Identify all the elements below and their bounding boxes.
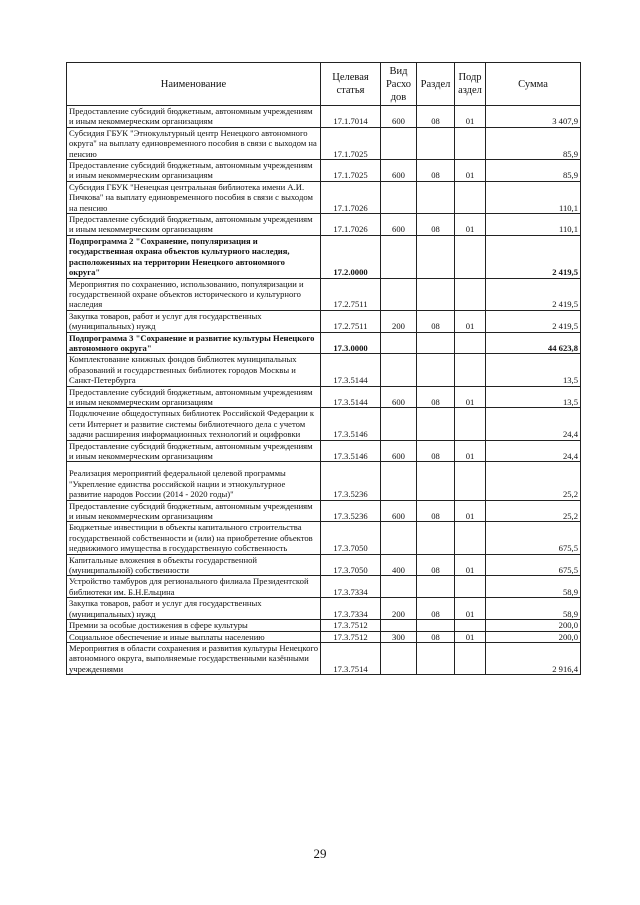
cell-subsection [455,642,486,674]
cell-sum: 2 916,4 [486,642,581,674]
cell-section [417,278,455,310]
cell-section [417,181,455,213]
header-section: Раздел [417,63,455,106]
table-row [67,598,581,620]
cell-section: 08 [417,214,455,236]
cell-name: Бюджетные инвестиции в объекты капитального строительства государственной собственности и (или) на приобретение объектов недвижимого имущества в государственную собственность [67,522,321,554]
cell-type [381,522,417,554]
cell-subsection [455,620,486,631]
cell-subsection: 01 [455,500,486,522]
cell-type [381,576,417,598]
cell-name: Мероприятия по сохранению, использованию, популяризации и государственной охране объектов исторического и культурного наследия [67,278,321,310]
cell-subsection: 01 [455,106,486,128]
table-row [67,278,581,310]
header-name: Наименование [67,63,321,106]
cell-sum: 2 419,5 [486,278,581,310]
cell-sum: 2 419,5 [486,310,581,332]
cell-type: 600 [381,160,417,182]
table-row [67,554,581,576]
table-row [67,522,581,554]
cell-code: 17.1.7026 [321,214,381,236]
cell-type: 600 [381,106,417,128]
table-row [67,386,581,408]
cell-sum: 25,2 [486,462,581,500]
cell-subsection: 01 [455,160,486,182]
header-subsection: Подр аздел [455,63,486,106]
table-row [67,462,581,500]
cell-section: 08 [417,160,455,182]
cell-subsection: 01 [455,310,486,332]
cell-subsection [455,462,486,500]
cell-section: 08 [417,440,455,462]
header-type: Вид Расхо дов [381,63,417,106]
cell-subsection [455,576,486,598]
table-row [67,440,581,462]
cell-code: 17.2.7511 [321,278,381,310]
cell-code: 17.3.5236 [321,500,381,522]
cell-name: Комплектование книжных фондов библиотек муниципальных образований и государственных библиотек городов Москвы и Санкт-Петербурга [67,354,321,386]
cell-section: 08 [417,500,455,522]
cell-type [381,127,417,159]
cell-section [417,642,455,674]
cell-sum: 85,9 [486,127,581,159]
cell-name: Предоставление субсидий бюджетным, автономным учреждениям и иным некоммерческим организациям [67,214,321,236]
table-row [67,620,581,631]
cell-type [381,181,417,213]
cell-sum: 200,0 [486,631,581,642]
cell-sum: 24,4 [486,408,581,440]
cell-type [381,235,417,278]
cell-code: 17.1.7014 [321,106,381,128]
header-sum: Сумма [486,63,581,106]
cell-section [417,332,455,354]
cell-name: Предоставление субсидий бюджетным, автономным учреждениям и иным некоммерческим организациям [67,440,321,462]
cell-name: Субсидия ГБУК "Ненецкая центральная библиотека имени А.И. Пичкова" на выплату единовременного пособия в связи с выходом на пенсию [67,181,321,213]
cell-subsection [455,354,486,386]
cell-type: 600 [381,386,417,408]
table-body [67,106,581,675]
cell-section: 08 [417,310,455,332]
cell-subsection [455,181,486,213]
cell-sum: 25,2 [486,500,581,522]
cell-sum: 2 419,5 [486,235,581,278]
cell-type: 600 [381,440,417,462]
cell-name: Предоставление субсидий бюджетным, автономным учреждениям и иным некоммерческим организациям [67,500,321,522]
cell-subsection: 01 [455,386,486,408]
cell-sum: 13,5 [486,354,581,386]
cell-subsection: 01 [455,554,486,576]
cell-type [381,408,417,440]
cell-code: 17.3.5144 [321,354,381,386]
cell-code: 17.3.5146 [321,440,381,462]
cell-code: 17.1.7026 [321,181,381,213]
cell-code: 17.2.0000 [321,235,381,278]
cell-sum: 110,1 [486,181,581,213]
cell-section [417,354,455,386]
cell-type: 600 [381,214,417,236]
table-row [67,106,581,128]
table-row [67,214,581,236]
cell-type [381,332,417,354]
cell-subsection [455,522,486,554]
table-row [67,310,581,332]
cell-sum: 85,9 [486,160,581,182]
cell-type: 400 [381,554,417,576]
cell-type: 600 [381,500,417,522]
header-code: Целевая статья [321,63,381,106]
cell-section: 08 [417,554,455,576]
cell-code: 17.3.7514 [321,642,381,674]
cell-subsection [455,235,486,278]
table-row [67,354,581,386]
cell-type: 300 [381,631,417,642]
cell-code: 17.3.0000 [321,332,381,354]
cell-sum: 44 623,8 [486,332,581,354]
cell-subsection [455,127,486,159]
cell-sum: 200,0 [486,620,581,631]
cell-code: 17.3.7050 [321,554,381,576]
cell-sum: 24,4 [486,440,581,462]
cell-code: 17.3.5146 [321,408,381,440]
table-header-row [67,63,581,106]
cell-type [381,462,417,500]
cell-sum: 675,5 [486,554,581,576]
cell-subsection: 01 [455,214,486,236]
cell-name: Подпрограмма 3 "Сохранение и развитие культуры Ненецкого автономного округа" [67,332,321,354]
cell-subsection: 01 [455,631,486,642]
cell-code: 17.3.5144 [321,386,381,408]
cell-subsection: 01 [455,440,486,462]
cell-section [417,522,455,554]
cell-type [381,354,417,386]
cell-type: 200 [381,598,417,620]
cell-name: Мероприятия в области сохранения и развития культуры Ненецкого автономного округа, выполняемые государственными казёнными учреждениями [67,642,321,674]
table-row [67,160,581,182]
cell-subsection [455,278,486,310]
cell-sum: 58,9 [486,576,581,598]
cell-code: 17.3.7512 [321,631,381,642]
cell-code: 17.3.7512 [321,620,381,631]
cell-name: Капитальные вложения в объекты государственной (муниципальной) собственности [67,554,321,576]
cell-sum: 110,1 [486,214,581,236]
cell-code: 17.3.7050 [321,522,381,554]
page-number: 29 [313,846,327,861]
cell-section [417,620,455,631]
cell-code: 17.1.7025 [321,160,381,182]
cell-name: Закупка товаров, работ и услуг для государственных (муниципальных) нужд [67,310,321,332]
cell-name: Подключение общедоступных библиотек Российской Федерации к сети Интернет и развитие системы библиотечного дела с учетом задачи расширения информационных технологий и оцифровки [67,408,321,440]
table-row [67,631,581,642]
cell-code: 17.3.7334 [321,598,381,620]
cell-sum: 13,5 [486,386,581,408]
table-row [67,235,581,278]
cell-type [381,642,417,674]
cell-name: Субсидия ГБУК "Этнокультурный центр Ненецкого автономного округа" на выплату единовременного пособия в связи с выходом на пенсию [67,127,321,159]
table-row [67,408,581,440]
cell-type [381,620,417,631]
cell-section [417,462,455,500]
table-row [67,642,581,674]
cell-subsection [455,332,486,354]
table-row [67,500,581,522]
cell-sum: 3 407,9 [486,106,581,128]
cell-section: 08 [417,386,455,408]
cell-subsection: 01 [455,598,486,620]
cell-type: 200 [381,310,417,332]
cell-subsection [455,408,486,440]
cell-type [381,278,417,310]
cell-name: Реализация мероприятий федеральной целевой программы "Укрепление единства российской нации и этнокультурное развитие народов России (2014 - 2020 годы)" [67,462,321,500]
budget-table [66,62,581,675]
cell-name: Предоставление субсидий бюджетным, автономным учреждениям и иным некоммерческим организациям [67,386,321,408]
cell-name: Предоставление субсидий бюджетным, автономным учреждениям и иным некоммерческим организациям [67,106,321,128]
cell-name: Предоставление субсидий бюджетным, автономным учреждениям и иным некоммерческим организациям [67,160,321,182]
cell-name: Подпрограмма 2 "Сохранение, популяризация и государственная охрана объектов культурного наследия, расположенных на территории Ненецкого автономного округа" [67,235,321,278]
cell-name: Премии за особые достижения в сфере культуры [67,620,321,631]
cell-code: 17.2.7511 [321,310,381,332]
cell-name: Социальное обеспечение и иные выплаты населению [67,631,321,642]
cell-section: 08 [417,631,455,642]
table-row [67,181,581,213]
cell-section: 08 [417,598,455,620]
cell-section [417,408,455,440]
cell-name: Закупка товаров, работ и услуг для государственных (муниципальных) нужд [67,598,321,620]
cell-sum: 675,5 [486,522,581,554]
cell-code: 17.3.5236 [321,462,381,500]
cell-section: 08 [417,106,455,128]
cell-section [417,127,455,159]
cell-sum: 58,9 [486,598,581,620]
cell-code: 17.3.7334 [321,576,381,598]
cell-section [417,235,455,278]
cell-code: 17.1.7025 [321,127,381,159]
cell-section [417,576,455,598]
table-row [67,332,581,354]
table-row [67,127,581,159]
table-row [67,576,581,598]
cell-name: Устройство тамбуров для регионального филиала Президентской библиотеки им. Б.Н.Ельцина [67,576,321,598]
